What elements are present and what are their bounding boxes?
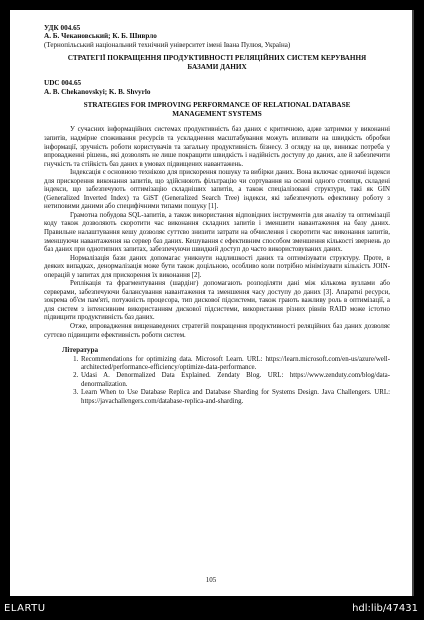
page-number: 105 xyxy=(205,576,217,584)
reference-item: 1. Recommendations for optimizing data. Microsoft Learn. URL: https://learn.microsoft.com/en-us/azure/well-architected/performance-efficiency/optimize-data-performance. xyxy=(80,356,390,373)
reference-item: 2. Udasi A. Denormalized Data Explained. Zendaty Blog. URL: https://www.zenduty.com/blog/data-denormalization. xyxy=(80,372,390,389)
udc-ua: УДК 004.65 xyxy=(44,24,81,32)
paragraph: Грамотна побудова SQL-запитів, а також використання відповідних інструментів для аналізу та оптимізації коду також дозволяють скоротити час виконання складних запитів і зменшити навантаження на базу даних. Правильне налаштування кешу дозволяє суттєво знизити затрати на обчислення і скоротити час виконання запитів, зменшуючи навантаження на сервер баз даних. Кешування є ефективним способом зменшення кількості звернень до баз даних при однотипних запитах, забезпечуючи швидкий доступ до часто використовуваних даних. xyxy=(44,211,390,254)
references-list xyxy=(44,356,390,406)
title-en: STRATEGIES FOR IMPROVING PERFORMANCE OF RELATIONAL DATABASE MANAGEMENT SYSTEMS xyxy=(83,101,351,118)
references-heading: Література xyxy=(62,346,99,355)
paragraph: У сучасних інформаційних системах продуктивність баз даних є критичною, адже затримки у виконанні запитів, надмірне споживання ресурсів та ускладнення масштабування можуть впливати на швидкість обробки інформації, зручність роботи користувачів та загальну продуктивність бізнесу. З огляду на це, виникає потреба у впровадженні рішень, які дозволять не лише покращити швидкість і надійність доступу до даних, але й забезпечити гнучкість та стійкість баз даних в умовах підвищених навантажень. xyxy=(44,126,390,168)
title-ua: СТРАТЕГІЇ ПОКРАЩЕННЯ ПРОДУКТИВНОСТІ РЕЛЯЦІЙНИХ СИСТЕМ КЕРУВАННЯ БАЗАМИ ДАНИХ xyxy=(67,54,367,71)
paragraph: Отже, впровадження вищенаведених стратегій покращення продуктивності реляційних баз даних дозволяє суттєво підвищити ефективність роботи систем. xyxy=(44,322,390,339)
authors-ua: А. Б. Чекановський; К. Б. Шиврло xyxy=(44,32,157,41)
repository-label: ELARTU xyxy=(4,603,46,614)
paragraph: Індексація є основною технікою для прискорення пошуку та вибірки даних. Вона включає одиночні індекси для прискорення виконання запитів, що здійснюють фільтрацію чи сортування на основі одного стовпця, складені індекси, що забезпечують оптимізацію складніших запитів, а також спеціалізовані структури, такі як GIN (Generalized Inverted Index) та GiST (Generalized Search Tree) індекси, які забезпечують ефективну роботу з нетиповими даними або специфічними типами пошуку [1]. xyxy=(44,169,390,211)
affiliation-ua: (Тернопільський національний технічний університет імені Івана Пулюя, Україна) xyxy=(44,40,291,49)
viewer-footer xyxy=(0,600,424,620)
handle-id: hdl:lib/47431 xyxy=(352,603,418,614)
body-text xyxy=(44,126,390,340)
udc-en: UDC 004.65 xyxy=(44,79,82,88)
paragraph: Нормалізація бази даних допомагає уникнути надлишкості даних та оптимізувати структуру. Проте, в деяких випадках, денормалізація може бути також доцільною, особливо коли потрібно мінімізувати кількість JOIN-операцій у запитах для прискорення їх виконання [2]. xyxy=(44,254,390,279)
paragraph: Реплікація та фрагментування (шардінг) допомагають розподіляти дані між кількома вузлами або серверами, забезпечуючи балансування навантаження та зменшення часу доступу до даних [3]. Апаратні ресурси, зокрема об'єм пам'яті, потужність процесора, тип дискової підсистеми, також грають важливу роль в оптимізації, а для систем з інтенсивним використанням дискової підсистеми, використання різних рівнів RAID може істотно підвищити продуктивність баз даних. xyxy=(44,280,390,322)
reference-item: 3. Learn When to Use Database Replica and Database Sharding for Systems Design. Java Challengers. URL: https://javachallengers.com/database-replica-and-sharding. xyxy=(80,389,390,406)
authors-en: A. B. Chekanovskyi; K. B. Shvyrlo xyxy=(44,87,151,96)
document-page xyxy=(10,10,414,596)
